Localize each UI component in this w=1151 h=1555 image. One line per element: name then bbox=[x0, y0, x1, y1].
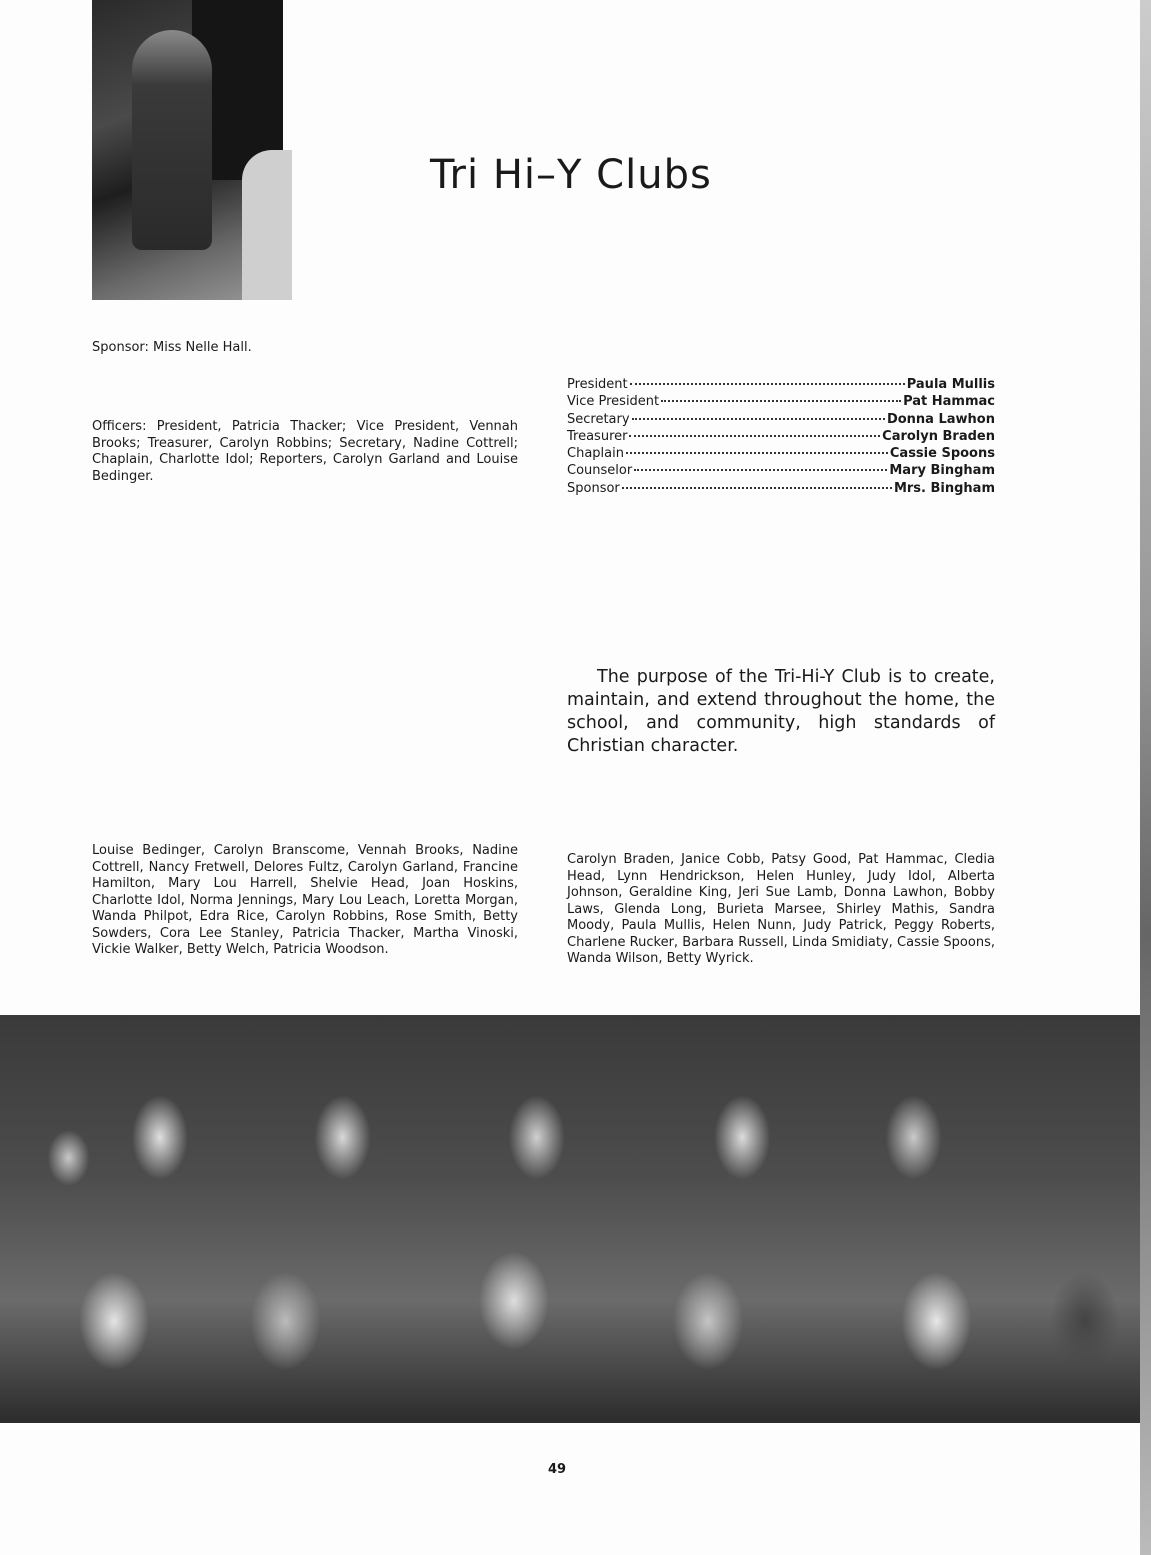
officer-role: President bbox=[567, 377, 628, 392]
foreground-figure bbox=[242, 150, 292, 300]
dot-leader bbox=[634, 469, 887, 471]
officer-name: Carolyn Braden bbox=[882, 428, 995, 444]
page-number: 49 bbox=[548, 1462, 567, 1477]
officer-row bbox=[567, 462, 995, 479]
officer-role: Sponsor bbox=[567, 480, 620, 496]
purpose-statement: The purpose of the Tri-Hi-Y Club is to create, maintain, and extend throughout the home, the school, and community, high standards of Christian character. bbox=[567, 667, 995, 756]
dot-leader bbox=[626, 452, 888, 454]
student-figure bbox=[132, 30, 212, 250]
officer-name: Donna Lawhon bbox=[886, 411, 995, 427]
dot-leader bbox=[629, 435, 880, 437]
officer-role: Counselor bbox=[567, 463, 633, 479]
officer-row bbox=[567, 393, 995, 410]
officer-row bbox=[567, 376, 995, 393]
officer-name: Pat Hammac bbox=[903, 394, 995, 410]
photo-student-at-blackboard bbox=[92, 0, 283, 300]
right-officers-list bbox=[567, 376, 995, 497]
officer-row bbox=[567, 480, 995, 497]
dot-leader bbox=[630, 383, 905, 385]
dot-leader bbox=[622, 487, 892, 489]
left-officers: Officers: President, Patricia Thacker; Vice President, Vennah Brooks; Treasurer, Carolyn Robbins; Secretary, Nadine Cottrell; Chaplain, Charlotte Idol; Reporters, Carolyn Garland and Louise Bedinger. bbox=[92, 419, 518, 484]
group-photo bbox=[0, 1015, 1142, 1423]
page-edge-shadow bbox=[1140, 0, 1151, 1555]
officer-row bbox=[567, 411, 995, 428]
officer-role: Vice President bbox=[567, 394, 660, 410]
officer-role: Secretary bbox=[567, 411, 630, 427]
dot-leader bbox=[661, 400, 901, 402]
officer-role: Treasurer bbox=[567, 428, 628, 444]
left-sponsor: Sponsor: Miss Nelle Hall. bbox=[92, 340, 252, 355]
left-member-list: Louise Bedinger, Carolyn Branscome, Vennah Brooks, Nadine Cottrell, Nancy Fretwell, Delores Fultz, Carolyn Garland, Francine Hamilton, Mary Lou Harrell, Shelvie Head, Joan Hoskins, Charlotte Idol, Norma Jennings, Mary Lou Leach, Loretta Morgan, Wanda Philpot, Edra Rice, Carolyn Robbins, Rose Smith, Betty Sowders, Cora Lee Stanley, Patricia Thacker, Martha Vinoski, Vickie Walker, Betty Welch, Patricia Woodson. bbox=[92, 843, 518, 957]
officer-name: Paula Mullis bbox=[906, 377, 995, 392]
officer-name: Mary Bingham bbox=[889, 463, 995, 479]
right-member-list: Carolyn Braden, Janice Cobb, Patsy Good, Pat Hammac, Cledia Head, Lynn Hendrickson, Helen Hunley, Judy Idol, Alberta Johnson, Geraldine King, Jeri Sue Lamb, Donna Lawhon, Bobby Laws, Glenda Long, Burieta Marsee, Shirley Mathis, Sandra Moody, Paula Mullis, Helen Nunn, Judy Patrick, Peggy Roberts, Charlene Rucker, Barbara Russell, Linda Smidiaty, Cassie Spoons, Wanda Wilson, Betty Wyrick. bbox=[567, 852, 995, 966]
officer-name: Mrs. Bingham bbox=[893, 480, 995, 496]
officer-row bbox=[567, 445, 995, 462]
dot-leader bbox=[632, 418, 885, 420]
page-title: Tri Hi–Y Clubs bbox=[430, 152, 712, 198]
officer-role: Chaplain bbox=[567, 446, 624, 462]
officer-row bbox=[567, 428, 995, 445]
officer-name: Cassie Spoons bbox=[889, 446, 995, 462]
